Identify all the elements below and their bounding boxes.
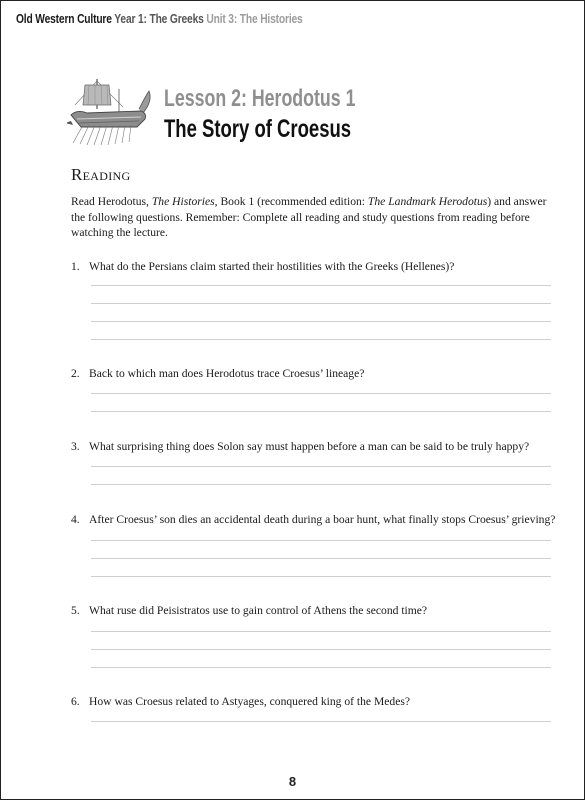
question-text: 4. After Croesus’ son dies an accidental death during a boar hunt, what finally stops Croesus’ grieving?	[71, 513, 556, 526]
running-header	[16, 12, 303, 26]
lesson-subtitle: The Story of Croesus	[164, 115, 352, 143]
edition-title: The Landmark Herodotus	[367, 195, 488, 208]
question-5	[71, 604, 556, 617]
question-text: 2. Back to which man does Herodotus trace Croesus’ lineage?	[71, 367, 365, 380]
header-unit: Unit 3: The Histories	[206, 12, 303, 26]
answer-line[interactable]	[91, 411, 551, 412]
answer-line[interactable]	[91, 393, 551, 394]
question-text: 3. What surprising thing does Solon say must happen before a man can be said to be truly happy?	[71, 440, 530, 453]
answer-line[interactable]	[91, 321, 551, 322]
reading-instructions: Read Herodotus, The Histories, Book 1 (recommended edition: The Landmark Herodotus) and answer the following questions. Remember: Complete all reading and study questions from reading before watching the lecture.	[71, 195, 547, 239]
answer-line[interactable]	[91, 576, 551, 577]
answer-line[interactable]	[91, 303, 551, 304]
header-course: Old Western Culture	[16, 12, 112, 26]
book-title: The Histories	[151, 195, 215, 208]
question-4	[71, 513, 556, 526]
section-heading-reading: Reading	[71, 165, 131, 184]
answer-line[interactable]	[91, 540, 551, 541]
answer-line[interactable]	[91, 339, 551, 340]
lesson-title: Lesson 2: Herodotus 1	[164, 85, 356, 112]
answer-line[interactable]	[91, 558, 551, 559]
question-text: 1. What do the Persians claim started their hostilities with the Greeks (Hellenes)?	[71, 260, 455, 273]
page-number: 8	[288, 774, 297, 789]
answer-line[interactable]	[91, 649, 551, 650]
answer-line[interactable]	[91, 667, 551, 668]
answer-line[interactable]	[91, 285, 551, 286]
answer-line[interactable]	[91, 721, 551, 722]
question-text: 6. How was Croesus related to Astyages, conquered king of the Medes?	[71, 695, 411, 708]
answer-line[interactable]	[91, 466, 551, 467]
question-3	[71, 440, 556, 453]
question-2	[71, 367, 556, 380]
question-text: 5. What ruse did Peisistratos use to gain control of Athens the second time?	[71, 604, 428, 617]
header-year: Year 1: The Greeks	[114, 12, 204, 26]
answer-line[interactable]	[91, 631, 551, 632]
question-6	[71, 695, 556, 708]
answer-line[interactable]	[91, 484, 551, 485]
question-1	[71, 260, 556, 273]
trireme-ship-icon	[67, 75, 159, 147]
